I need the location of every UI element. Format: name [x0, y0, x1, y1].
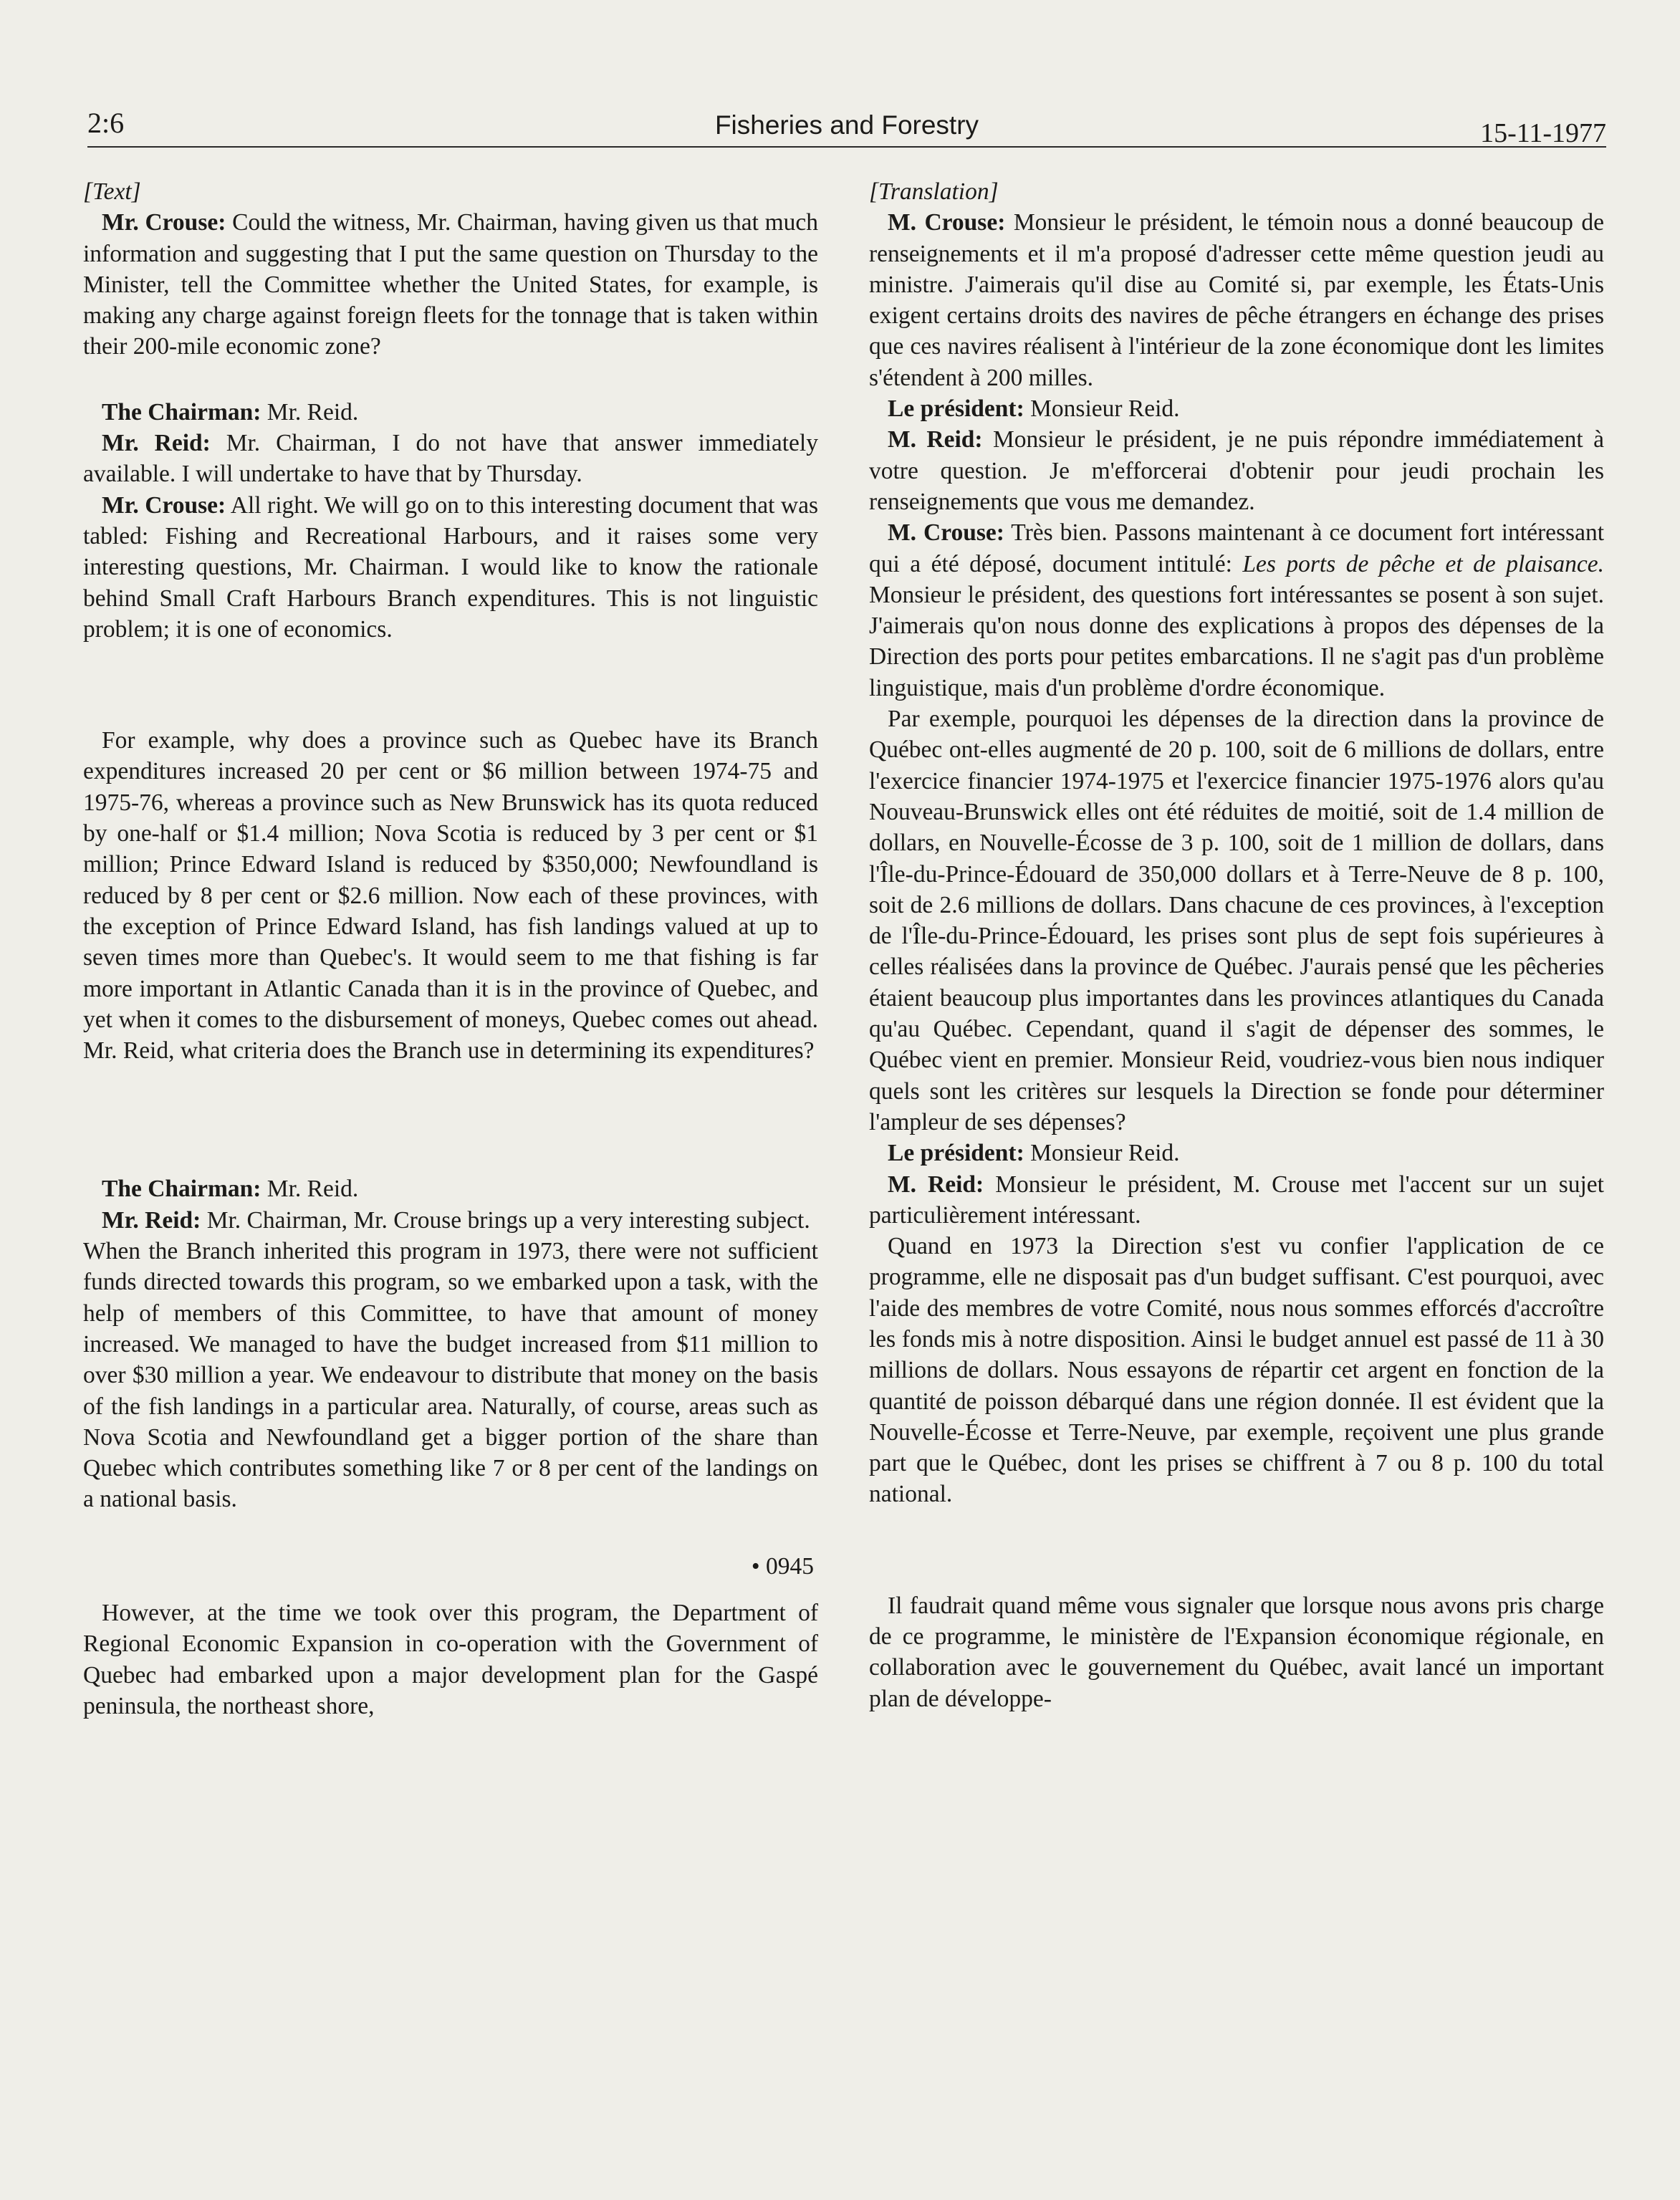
speaker: Le président:	[888, 1140, 1024, 1167]
speaker: The Chairman:	[102, 1176, 261, 1203]
speech-text: Monsieur le président, des questions fort intéressantes se posent à son sujet. J'aimerais qu'on nous donne des explications à propos des dépenses de la Direction des ports pour petites embarcations. Il ne s'agit pas d'un problème linguistique, mais d'un problème d'ordre économique.	[869, 581, 1604, 701]
speaker: M. Reid:	[888, 1171, 984, 1198]
speaker: M. Crouse:	[888, 519, 1004, 547]
speech-text: Mr. Chairman, I do not have that answer immediately available. I will undertake to have that by Thursday.	[83, 430, 818, 488]
paragraph	[869, 517, 1604, 703]
speaker: Le président:	[888, 395, 1024, 423]
speech-text: Très bien. Passons maintenant à ce document fort intéressant qui a été déposé, document intitulé:	[869, 519, 1604, 577]
time-marker: • 0945	[751, 1552, 814, 1580]
paragraph	[869, 424, 1604, 517]
paragraph	[83, 397, 818, 428]
speaker: The Chairman:	[102, 398, 261, 426]
speaker: Mr. Crouse:	[102, 491, 226, 519]
paragraph: Par exemple, pourquoi les dépenses de la direction dans la province de Québec ont-elles augmenté de 20 p. 100, soit de 6 millions de dollars, entre l'exercice financier 1974-1975 et l'exercice financier 1975-1976 alors qu'au Nouveau-Brunswick elles ont été réduites de moitié, soit de 1.4 million de dollars, en Nouvelle-Écosse de 3 p. 100, soit de 1 million de dollars, dans l'Île-du-Prince-Édouard de 350,000 dollars et à Terre-Neuve de 8 p. 100, soit de 2.6 millions de dollars. Dans chacune de ces provinces, à l'exception de l'Île-du-Prince-Édouard, les prises sont plus de sept fois supérieures à celles réalisées dans la province de Québec. J'aurais pensé que les pêcheries étaient beaucoup plus importantes dans les provinces atlantiques du Canada qu'au Québec. Cependant, quand il s'agit de dépenser des sommes, le Québec vient en premier. Monsieur Reid, voudriez-vous bien nous indiquer quels sont les critères sur lesquels la Direction se fonde pour déterminer l'ampleur de ses dépenses?	[869, 706, 1604, 1135]
speaker: M. Crouse:	[888, 209, 1006, 236]
french-column	[869, 176, 1604, 1714]
paragraph: For example, why does a province such as Quebec have its Branch expenditures increased 20 per cent or $6 million between 1974-75 and 1975-76, whereas a province such as New Brunswick has its quota reduced by one-half or $1.4 million; Nova Scotia is reduced by 3 per cent or $1 million; Prince Edward Island is reduced by $350,000; Newfoundland is reduced by 8 per cent or $2.6 million. Now each of these provinces, with the exception of Prince Edward Island, has fish landings valued at up to seven times more than Quebec's. It would seem to me that fishing is far more important in Atlantic Canada than it is in the province of Quebec, and yet when it comes to the disbursement of moneys, Quebec comes out ahead. Mr. Reid, what criteria does the Branch use in determining its expenditures?	[83, 727, 818, 1065]
paragraph	[869, 1138, 1604, 1168]
paragraph: Il faudrait quand même vous signaler que lorsque nous avons pris charge de ce programme, le ministère de l'Expansion économique régionale, en collaboration avec le gouvernement du Québec, avait lancé un important plan de développe-	[869, 1592, 1604, 1712]
speaker: M. Reid:	[888, 426, 983, 453]
paragraph	[83, 207, 818, 362]
publication-date: 15-11-1977	[1480, 118, 1606, 148]
speech-text: Monsieur le président, je ne puis répondre immédiatement à votre question. Je m'efforcerai d'obtenir pour jeudi prochain les renseignements que vous me demandez.	[869, 426, 1605, 515]
page-header	[87, 106, 1606, 148]
speaker: Mr. Reid:	[102, 430, 211, 457]
paragraph	[83, 490, 818, 645]
speech-text: Monsieur Reid.	[1024, 1140, 1180, 1167]
page-number: 2:6	[87, 107, 125, 139]
english-column	[83, 176, 818, 1721]
speech-text: Monsieur le président, le témoin nous a donné beaucoup de renseignements et il m'a proposé d'adresser cette même question jeudi au ministre. J'aimerais qu'il dise au Comité si, par exemple, les États-Unis exigent certains droits des navires de pêche étrangers en échange des prises que ces navires réalisent à l'intérieur de la zone économique dont les limites s'étendent à 200 milles.	[869, 209, 1604, 391]
language-label: [Text]	[83, 178, 141, 205]
speech-text: All right. We will go on to this interesting document that was tabled: Fishing and Recreational Harbours, and it raises some very interesting questions, Mr. Chairman. I would like to know the rationale behind Small Craft Harbours Branch expenditures. This is not linguistic problem; it is one of economics.	[83, 491, 818, 643]
paragraph	[869, 393, 1604, 424]
speech-text: Monsieur Reid.	[1024, 395, 1180, 423]
speech-text: Mr. Reid.	[261, 1176, 359, 1203]
speech-text: Mr. Reid.	[261, 398, 359, 426]
speech-text: Mr. Chairman, Mr. Crouse brings up a very interesting subject.	[201, 1206, 810, 1234]
paragraph: However, at the time we took over this program, the Department of Regional Economic Expansion in co-operation with the Government of Quebec had embarked upon a major development plan for the Gaspé peninsula, the northeast shore,	[83, 1599, 818, 1719]
paragraph	[83, 1173, 818, 1204]
speech-text: Monsieur le président, M. Crouse met l'accent sur un sujet particulièrement intéressant.	[869, 1171, 1604, 1229]
speaker: Mr. Crouse:	[102, 209, 226, 236]
paragraph	[869, 1169, 1604, 1231]
speaker: Mr. Reid:	[102, 1206, 201, 1234]
document-title: Les ports de pêche et de plaisance.	[1242, 550, 1605, 577]
paragraph: When the Branch inherited this program in 1973, there were not sufficient funds directed towards this program, so we embarked upon a task, with the help of members of this Committee, to have that amount of money increased. We managed to have the budget increased from $11 million to over $30 million a year. We endeavour to distribute that money on the basis of the fish landings in a particular area. Naturally, of course, areas such as Nova Scotia and Newfoundland get a bigger portion of the share than Quebec which contributes something like 7 or 8 per cent of the landings on a national basis.	[83, 1238, 818, 1513]
paragraph: Quand en 1973 la Direction s'est vu confier l'application de ce programme, elle ne disposait pas d'un budget suffisant. C'est pourquoi, avec l'aide des membres de votre Comité, nous nous sommes efforcés d'accroître les fonds mis à notre disposition. Ainsi le budget annuel est passé de 11 à 30 millions de dollars. Nous essayons de répartir cet argent en fonction de la quantité de poisson débarqué dans une région donnée. Il est évident que la Nouvelle-Écosse et Terre-Neuve, par exemple, reçoivent une plus grande part que le Québec, dont les prises se chiffrent à 7 ou 8 p. 100 du total national.	[869, 1233, 1604, 1508]
paragraph	[869, 207, 1604, 393]
speech-text: Could the witness, Mr. Chairman, having given us that much information and suggesting that I put the same question on Thursday to the Minister, tell the Committee whether the United States, for example, is making any charge against foreign fleets for the tonnage that is taken within their 200-mile economic zone?	[83, 209, 819, 360]
paragraph	[83, 428, 818, 490]
publication-title: Fisheries and Forestry	[714, 110, 979, 140]
paragraph	[83, 1205, 818, 1236]
language-label: [Translation]	[869, 178, 999, 205]
